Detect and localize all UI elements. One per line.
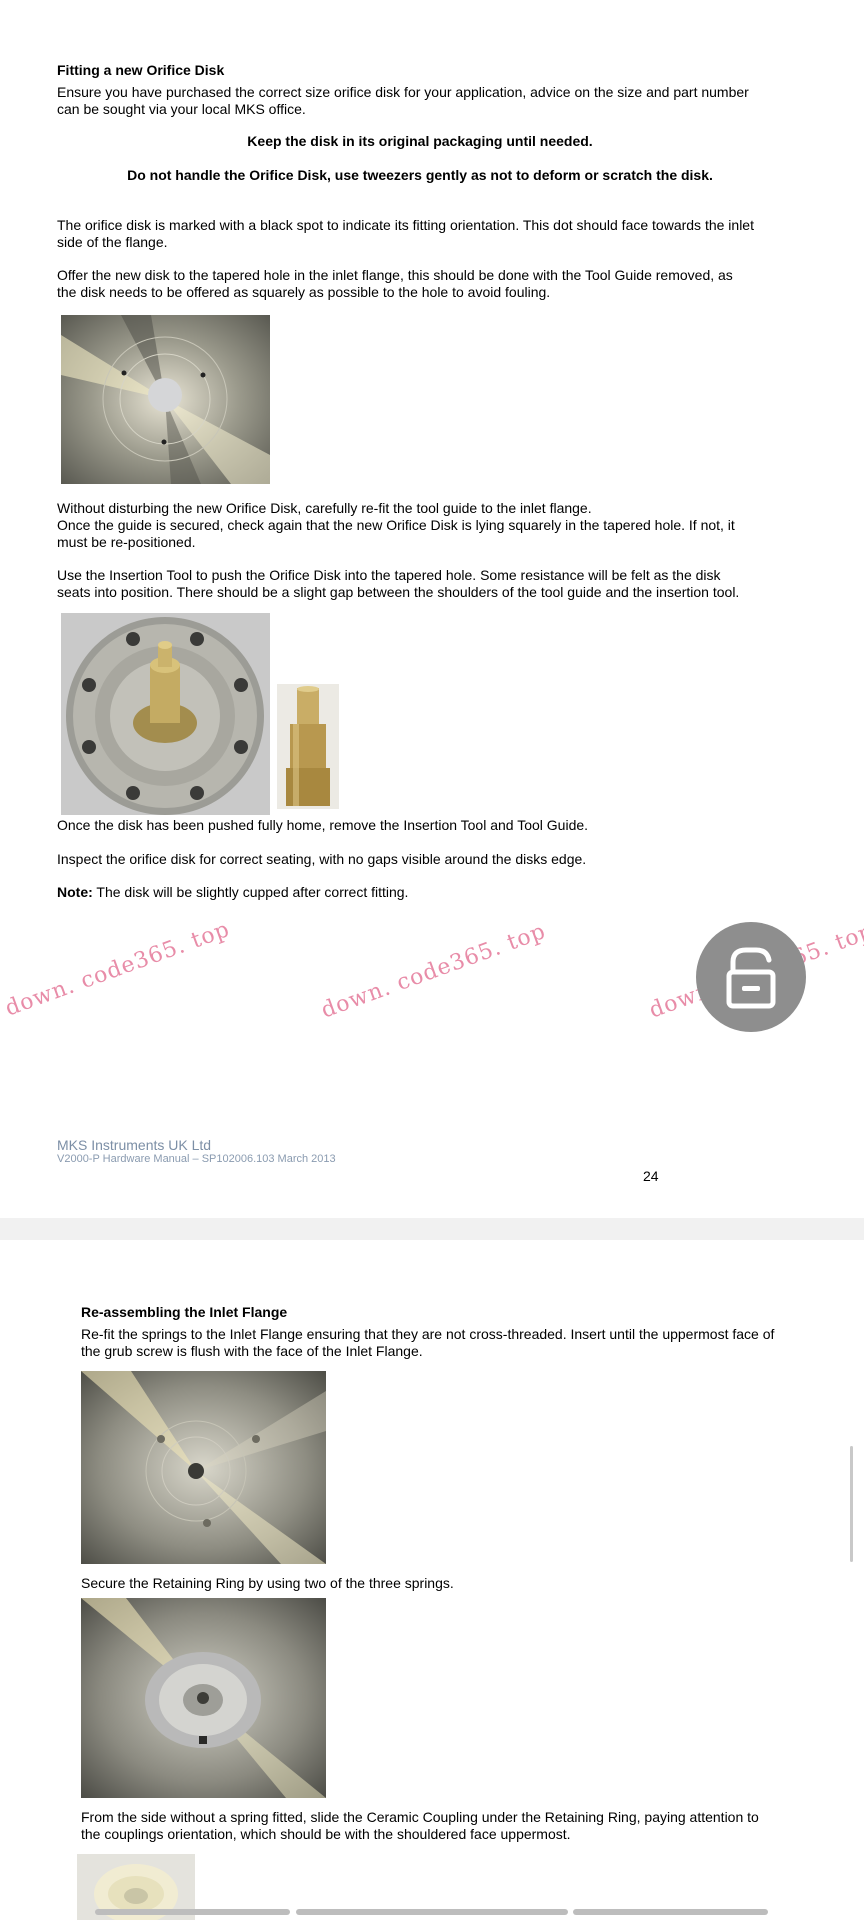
body-text-line: the couplings orientation, which should be with the shouldered face uppermost.: [81, 1826, 571, 1842]
body-text-line: Inspect the orifice disk for correct seating, with no gaps visible around the disks edge.: [57, 851, 587, 867]
body-text-line: From the side without a spring fitted, slide the Ceramic Coupling under the Retaining Ring, paying attention to: [81, 1809, 759, 1825]
warning-text: Keep the disk in its original packaging until needed.: [247, 133, 593, 149]
body-text-line: seats into position. There should be a slight gap between the shoulders of the tool guide and the insertion tool.: [57, 584, 740, 600]
insertion-tool-photo: [277, 684, 339, 809]
tool-guide-photo: [61, 613, 270, 815]
page-number: 24: [643, 1168, 659, 1184]
body-text-line: Once the guide is secured, check again that the new Orifice Disk is lying squarely in the tapered hole. If not, it: [57, 517, 735, 533]
section-heading: Fitting a new Orifice Disk: [57, 62, 225, 78]
page-progress-bar[interactable]: [573, 1909, 768, 1915]
body-text-line: The orifice disk is marked with a black spot to indicate its fitting orientation. This dot should face towards the inlet: [57, 217, 754, 233]
body-text-line: Once the disk has been pushed fully home, remove the Insertion Tool and Tool Guide.: [57, 817, 589, 833]
body-text-line: Secure the Retaining Ring by using two of the three springs.: [81, 1575, 454, 1591]
body-text-line: the grub screw is flush with the face of the Inlet Flange.: [81, 1343, 423, 1359]
section-heading: Re-assembling the Inlet Flange: [81, 1304, 288, 1320]
watermark-text: down. code365. top: [318, 918, 550, 1024]
note-label: Note:: [57, 884, 93, 900]
body-text-line: the disk needs to be offered as squarely as possible to the hole to avoid fouling.: [57, 284, 551, 300]
springs-fitted-photo: [81, 1371, 326, 1564]
intro-text-line: can be sought via your local MKS office.: [57, 101, 306, 117]
body-text-line: must be re-positioned.: [57, 534, 196, 550]
page-separator: [0, 1218, 864, 1240]
unlock-button[interactable]: [696, 922, 806, 1032]
scrollbar-thumb[interactable]: [850, 1446, 853, 1562]
retaining-ring-photo: [81, 1598, 326, 1798]
body-text-line: Use the Insertion Tool to push the Orifice Disk into the tapered hole. Some resistance will be felt as the disk: [57, 567, 721, 583]
body-text-line: Offer the new disk to the tapered hole in the inlet flange, this should be done with the Tool Guide removed, as: [57, 267, 733, 283]
watermark-text: down. code365. top: [2, 916, 234, 1022]
intro-text-line: Ensure you have purchased the correct size orifice disk for your application, advice on the size and part number: [57, 84, 749, 100]
unlock-icon: [696, 922, 806, 1032]
footer-company: MKS Instruments UK Ltd: [57, 1137, 212, 1153]
body-text-line: Re-fit the springs to the Inlet Flange ensuring that they are not cross-threaded. Insert until the uppermost face of: [81, 1326, 775, 1342]
body-text-line: side of the flange.: [57, 234, 168, 250]
inlet-flange-photo: [61, 315, 270, 484]
watermark-text: down. top: [646, 918, 864, 1024]
note-body: The disk will be slightly cupped after correct fitting.: [92, 884, 409, 900]
footer-document-id: V2000-P Hardware Manual – SP102006.103 March 2013: [57, 1153, 336, 1165]
document-page-25: [0, 1240, 864, 1920]
warning-text: Do not handle the Orifice Disk, use tweezers gently as not to deform or scratch the disk.: [127, 167, 713, 183]
page-progress-bar[interactable]: [296, 1909, 568, 1915]
body-text-line: Without disturbing the new Orifice Disk, carefully re-fit the tool guide to the inlet flange.: [57, 500, 592, 516]
page-progress-bar[interactable]: [95, 1909, 290, 1915]
note-text: [57, 884, 408, 901]
